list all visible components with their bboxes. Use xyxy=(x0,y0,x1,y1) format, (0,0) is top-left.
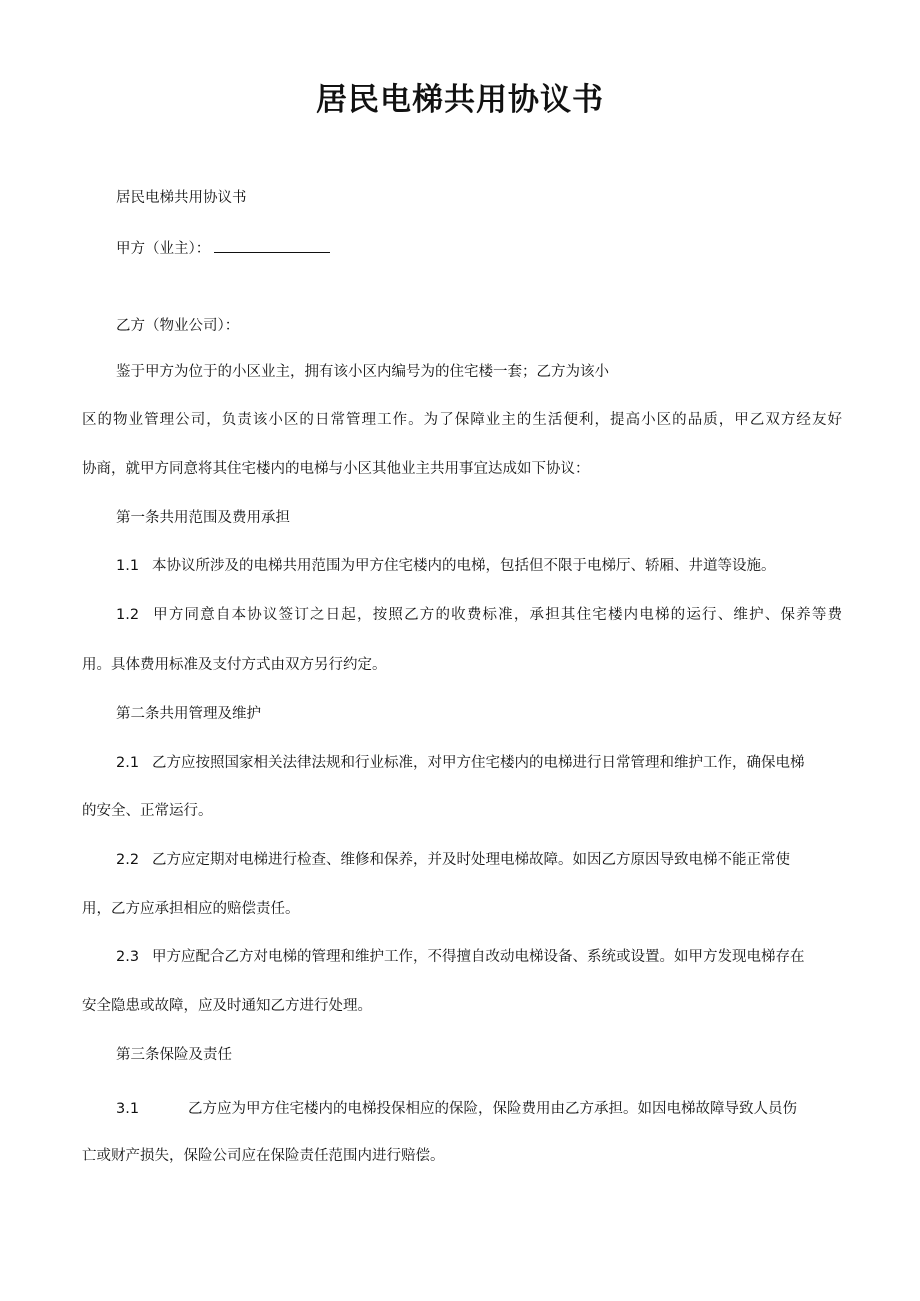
clause-2-3-line-2: 安全隐患或故障，应及时通知乙方进行处理。 xyxy=(82,998,372,1014)
preamble-line-3: 协商，就甲方同意将其住宅楼内的电梯与小区其他业主共用事宜达成如下协议： xyxy=(82,461,590,477)
party-a-line xyxy=(116,238,842,259)
clause-2-1-line-1 xyxy=(116,753,842,773)
clause-text: 乙方应定期对电梯进行检查、维修和保养，并及时处理电梯故障。如因乙方原因导致电梯不能正常使 xyxy=(152,852,790,868)
clause-2-2-line-2: 用，乙方应承担相应的赔偿责任。 xyxy=(82,901,300,917)
clause-3-1-line-2: 亡或财产损失，保险公司应在保险责任范围内进行赔偿。 xyxy=(82,1148,445,1164)
document-subtitle: 居民电梯共用协议书 xyxy=(116,190,247,206)
clause-number: 1.2 xyxy=(116,607,140,623)
clause-1-1 xyxy=(116,556,842,576)
clause-text: 甲方应配合乙方对电梯的管理和维护工作，不得擅自改动电梯设备、系统或设置。如甲方发现电梯存在 xyxy=(152,949,805,965)
clause-2-1-line-2: 的安全、正常运行。 xyxy=(82,803,213,819)
clause-text: 本协议所涉及的电梯共用范围为甲方住宅楼内的电梯，包括但不限于电梯厅、轿厢、井道等设施。 xyxy=(152,558,776,574)
article-1-heading: 第一条共用范围及费用承担 xyxy=(116,510,290,526)
party-a-blank xyxy=(214,238,330,253)
preamble-line-1: 鉴于甲方为位于的小区业主，拥有该小区内编号为的住宅楼一套；乙方为该小 xyxy=(116,364,609,380)
clause-text: 乙方应为甲方住宅楼内的电梯投保相应的保险，保险费用由乙方承担。如因电梯故障导致人员伤 xyxy=(188,1101,797,1117)
clause-number: 2.3 xyxy=(116,949,140,965)
preamble-line-2: 区的物业管理公司，负责该小区的日常管理工作。为了保障业主的生活便利，提高小区的品质，甲乙双方经友好 xyxy=(82,412,842,428)
clause-2-3-line-1 xyxy=(116,947,842,967)
document-title: 居民电梯共用协议书 xyxy=(316,82,604,118)
clause-number: 2.2 xyxy=(116,852,140,868)
article-3-heading: 第三条保险及责任 xyxy=(116,1047,232,1063)
clause-number: 3.1 xyxy=(116,1101,140,1117)
clause-3-1-line-1 xyxy=(116,1099,842,1119)
clause-text: 乙方应按照国家相关法律法规和行业标准，对甲方住宅楼内的电梯进行日常管理和维护工作，确保电梯 xyxy=(152,755,805,771)
clause-text: 甲方同意自本协议签订之日起，按照乙方的收费标准，承担其住宅楼内电梯的运行、维护、保养等费 xyxy=(152,607,842,623)
clause-number: 2.1 xyxy=(116,755,140,771)
party-a-label: 甲方（业主）： xyxy=(116,241,211,257)
party-b-label: 乙方（物业公司）： xyxy=(116,318,240,334)
clause-1-2-line-2: 用。具体费用标准及支付方式由双方另行约定。 xyxy=(82,657,387,673)
clause-2-2-line-1 xyxy=(116,850,842,870)
clause-number: 1.1 xyxy=(116,558,140,574)
clause-1-2-line-1 xyxy=(116,605,842,625)
article-2-heading: 第二条共用管理及维护 xyxy=(116,706,261,722)
